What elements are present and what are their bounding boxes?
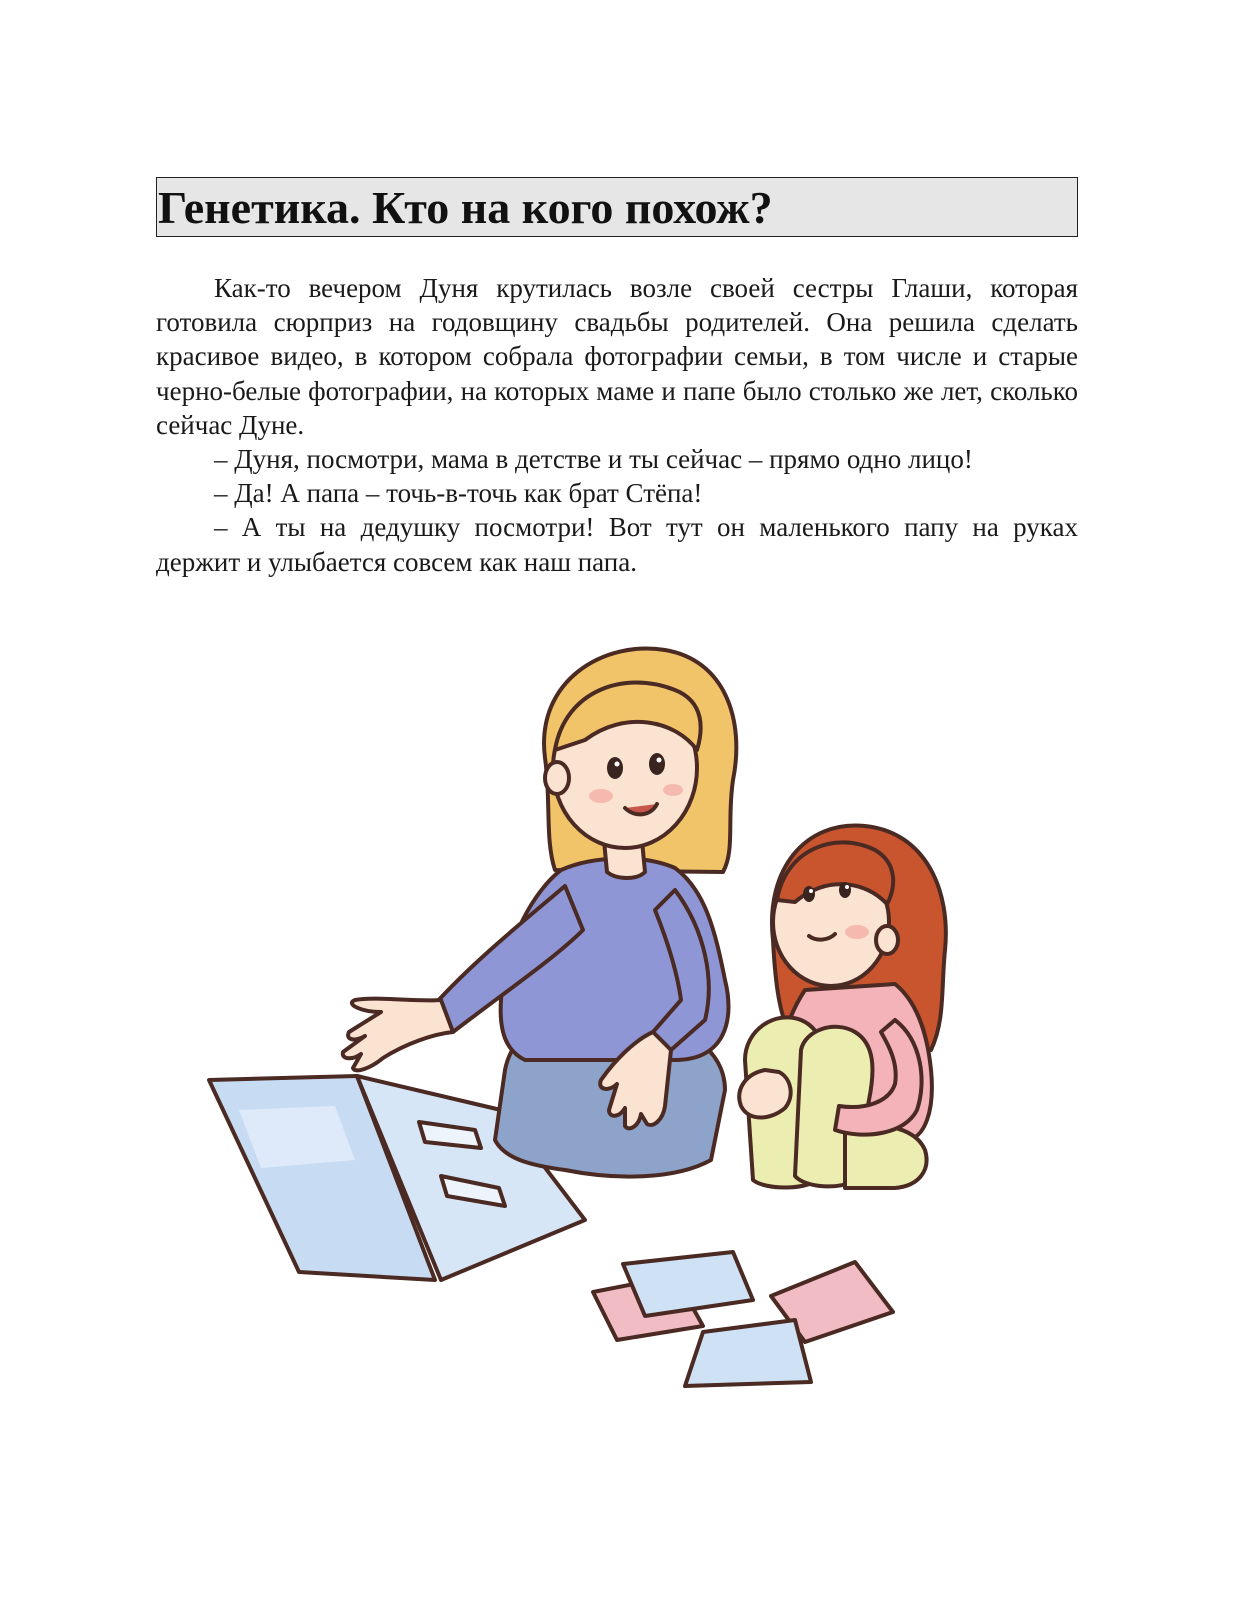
dialogue-line-1: – Дуня, посмотри, мама в детстве и ты сейчас – прямо одно лицо! [214, 444, 973, 475]
sisters-laptop-illustration [205, 640, 975, 1410]
story-text [156, 271, 1078, 579]
dialogue-line-3: – А ты на дедушку посмотри! Вот тут он маленького папу на руках держит и улыбается совсем как наш папа. [156, 512, 1078, 577]
photo-blue-bottom [685, 1320, 811, 1386]
scattered-photos [593, 1252, 893, 1386]
younger-sister [739, 826, 946, 1188]
dialogue-line-2: – Да! А папа – точь-в-точь как брат Стёпа! [214, 478, 703, 509]
photo-blue-left [623, 1252, 753, 1316]
page-title: Генетика. Кто на кого похож? [158, 182, 773, 233]
title-box [156, 177, 1078, 237]
paragraph-intro: Как-то вечером Дуня крутилась возле своей сестры Глаши, которая готовила сюрприз на годовщину свадьбы родителей. Она решила сделать красивое видео, в котором собрала фотографии семьи, в том числе и старые черно-белые фотографии, на которых маме и папе было столько же лет, сколько сейчас Дуне. [156, 273, 1078, 440]
